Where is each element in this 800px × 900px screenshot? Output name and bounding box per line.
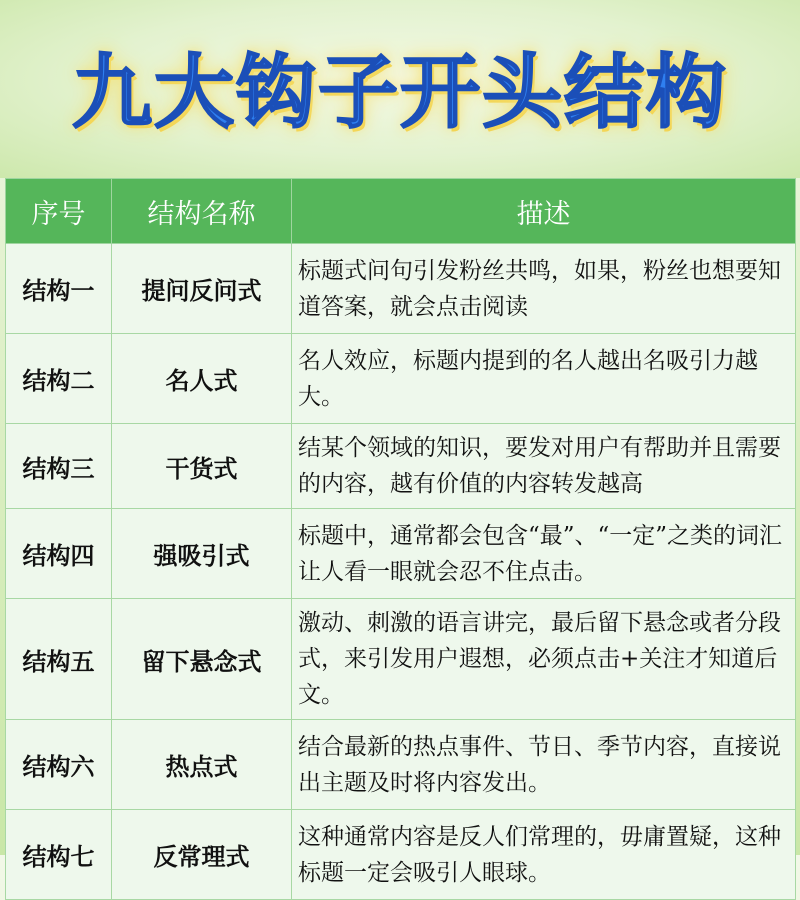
row-description: 标题式问句引发粉丝共鸣，如果，粉丝也想要知道答案，就会点击阅读: [292, 244, 796, 334]
row-description: 结合最新的热点事件、节日、季节内容，直接说出主题及时将内容发出。: [292, 720, 796, 810]
row-structure-name: 名人式: [112, 334, 292, 424]
row-description: 这种通常内容是反人们常理的，毋庸置疑，这种标题一定会吸引人眼球。: [292, 810, 796, 900]
row-index: 结构六: [6, 720, 112, 810]
structures-table: [5, 178, 796, 900]
row-structure-name: 强吸引式: [112, 509, 292, 599]
row-index: 结构一: [6, 244, 112, 334]
row-index: 结构七: [6, 810, 112, 900]
header-structure-name: 结构名称: [112, 179, 292, 244]
title-banner: [0, 0, 800, 178]
row-description: 激动、刺激的语言讲完，最后留下悬念或者分段式，来引发用户遐想，必须点击+关注才知道后文。: [292, 599, 796, 720]
header-description: 描述: [292, 179, 796, 244]
row-structure-name: 干货式: [112, 424, 292, 509]
row-structure-name: 反常理式: [112, 810, 292, 900]
row-index: 结构二: [6, 334, 112, 424]
row-description: 结某个领域的知识，要发对用户有帮助并且需要的内容，越有价值的内容转发越高: [292, 424, 796, 509]
table-row: [6, 424, 796, 509]
table-row: [6, 599, 796, 720]
row-index: 结构四: [6, 509, 112, 599]
table-row: [6, 720, 796, 810]
header-index: 序号: [6, 179, 112, 244]
table-header-row: [6, 179, 796, 244]
row-description: 名人效应，标题内提到的名人越出名吸引力越大。: [292, 334, 796, 424]
row-description: 标题中，通常都会包含“最”、“一定”之类的词汇让人看一眼就会忍不住点击。: [292, 509, 796, 599]
table-row: [6, 334, 796, 424]
row-index: 结构三: [6, 424, 112, 509]
page-title: 九大钩子开头结构: [72, 46, 728, 139]
row-structure-name: 留下悬念式: [112, 599, 292, 720]
table-row: [6, 244, 796, 334]
row-index: 结构五: [6, 599, 112, 720]
row-structure-name: 提问反问式: [112, 244, 292, 334]
table-row: [6, 509, 796, 599]
row-structure-name: 热点式: [112, 720, 292, 810]
